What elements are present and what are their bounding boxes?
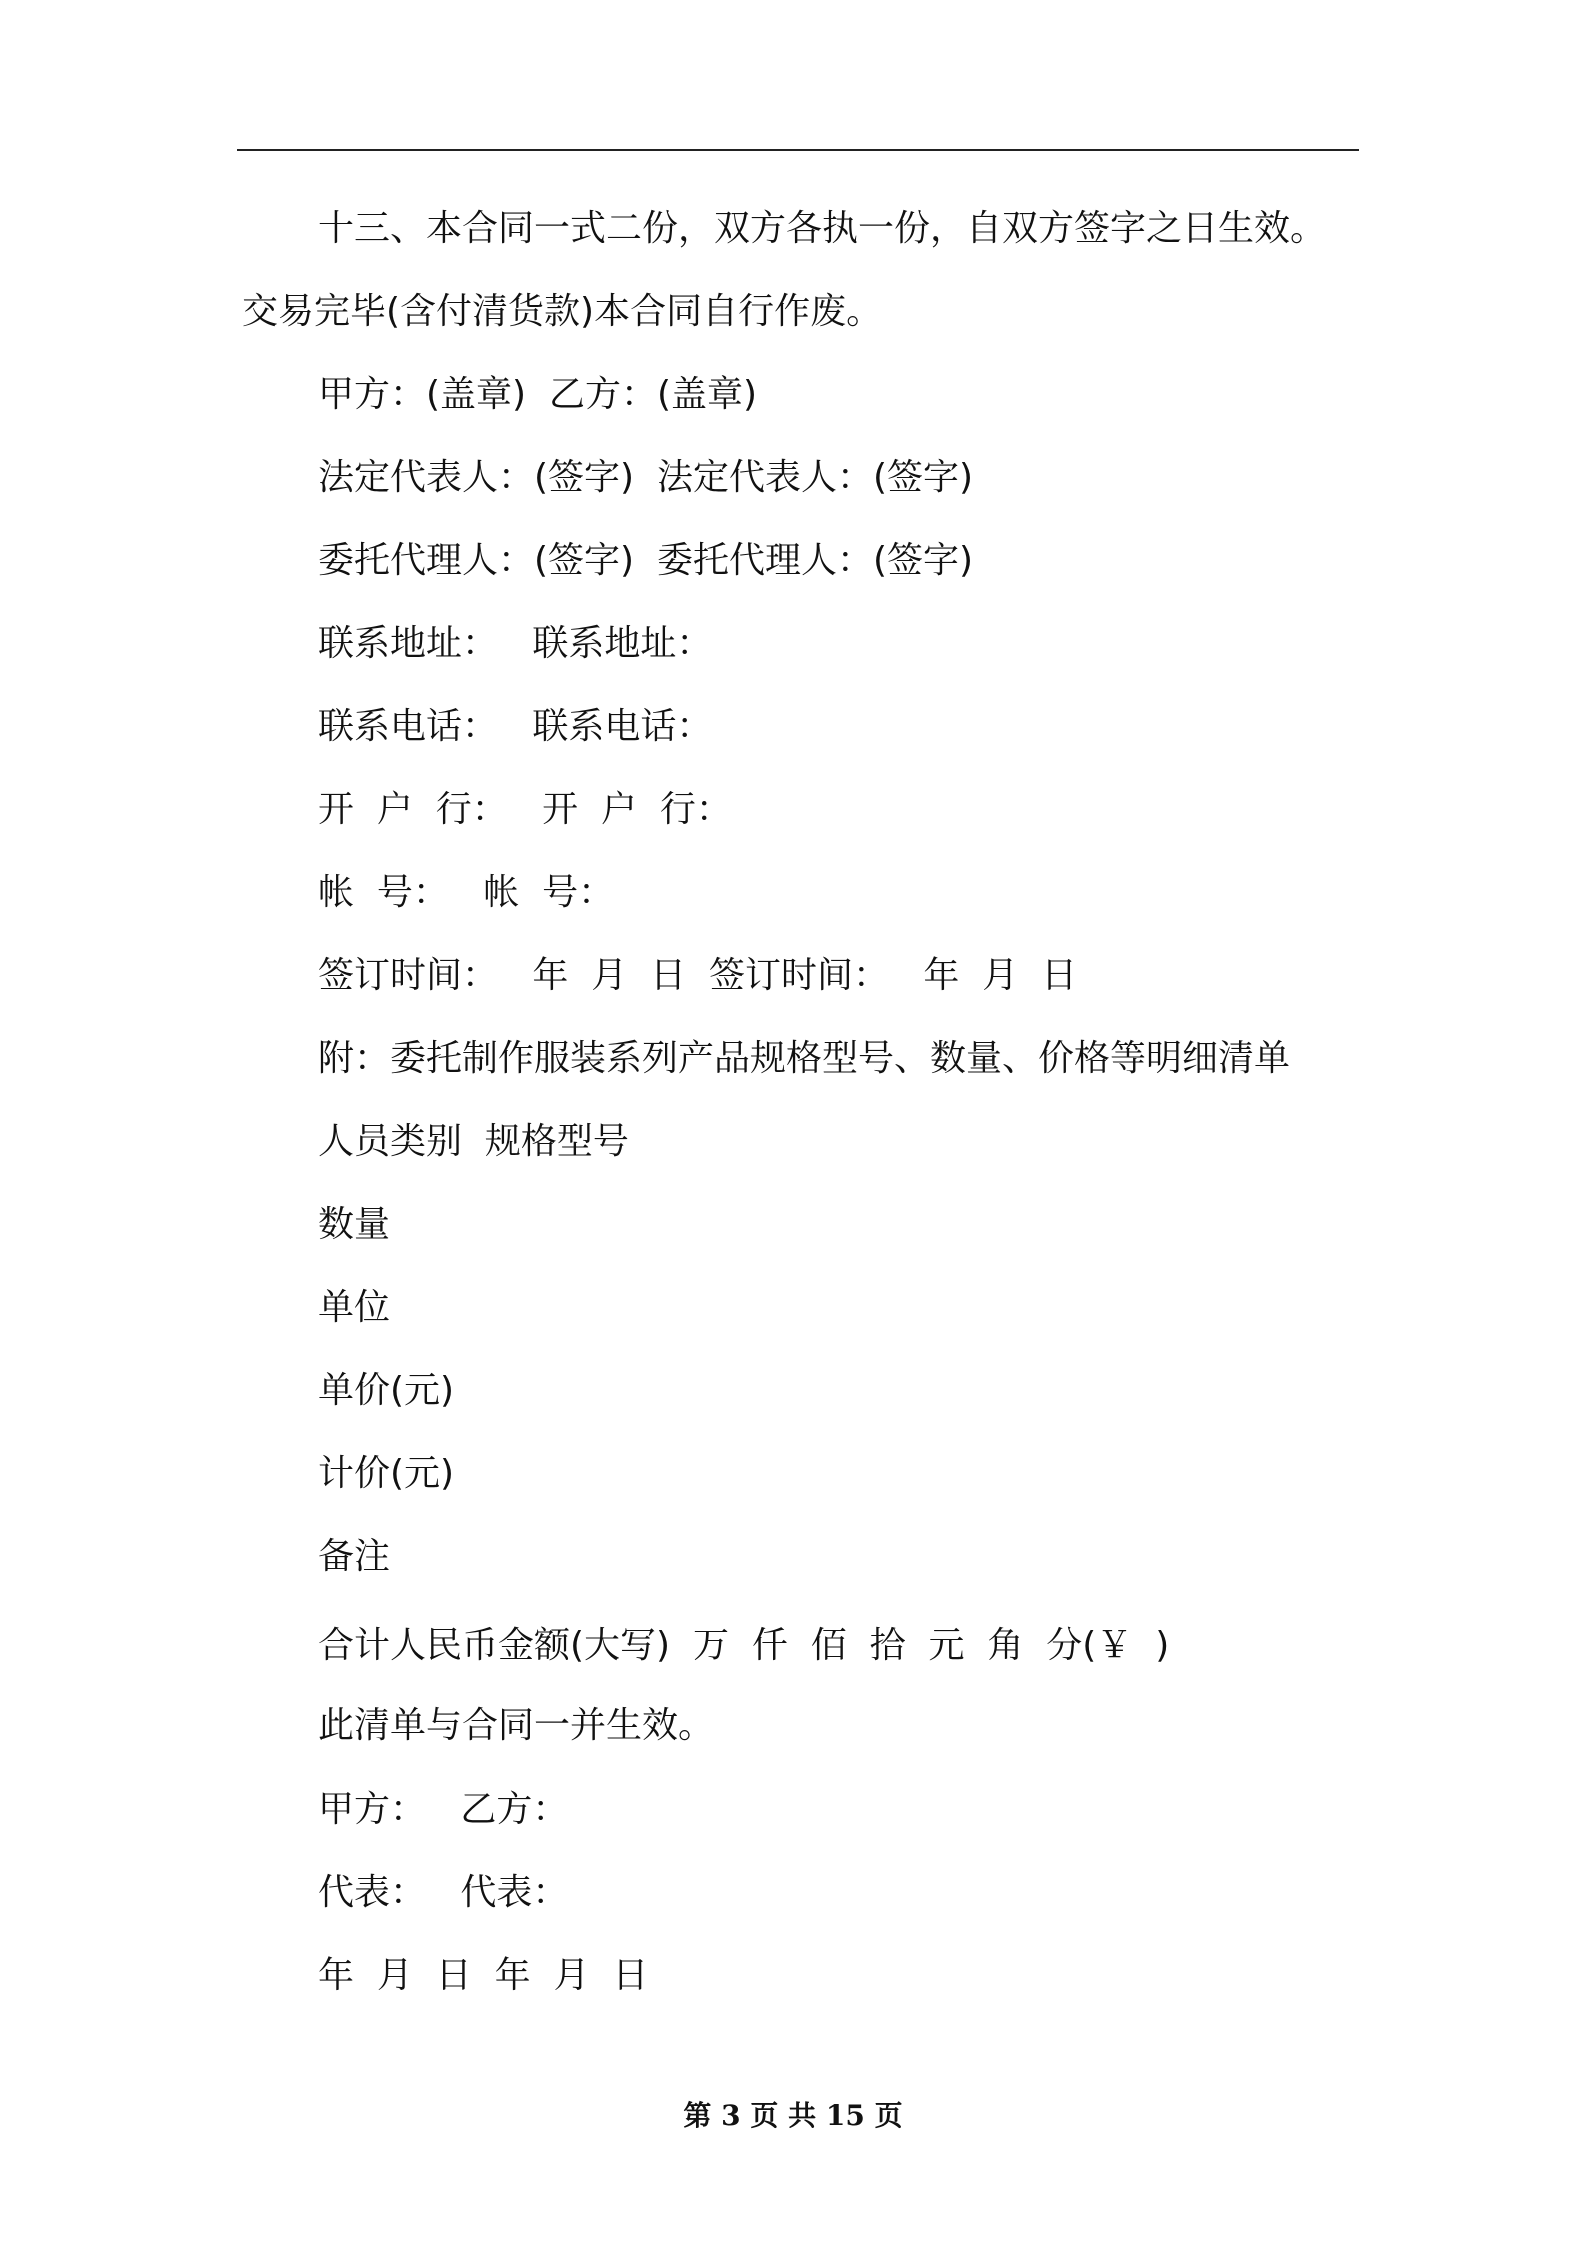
appendix-col-unit: 单位 bbox=[318, 1287, 391, 1328]
appendix-parties: 甲方： 乙方： bbox=[318, 1789, 569, 1830]
clause-13-line-2: 交易完毕(含付清货款)本合同自行作废。 bbox=[242, 291, 883, 332]
appendix-representatives: 代表： 代表： bbox=[318, 1872, 569, 1913]
appendix-col-total-price: 计价(元) bbox=[318, 1453, 455, 1494]
appendix-col-quantity: 数量 bbox=[318, 1204, 391, 1245]
agent-line: 委托代理人：(签字) 委托代理人：(签字) bbox=[318, 540, 974, 581]
appendix-title: 附：委托制作服装系列产品规格型号、数量、价格等明细清单 bbox=[318, 1038, 1291, 1079]
party-seal-line: 甲方：(盖章) 乙方：(盖章) bbox=[318, 374, 758, 415]
appendix-col-unit-price: 单价(元) bbox=[318, 1370, 455, 1411]
appendix-total-amount: 合计人民币金额(大写) 万 仟 佰 拾 元 角 分(￥ ) bbox=[318, 1625, 1170, 1666]
phone-line: 联系电话： 联系电话： bbox=[318, 706, 713, 747]
clause-13-line-1: 十三、本合同一式二份，双方各执一份，自双方签字之日生效。 bbox=[318, 208, 1327, 249]
signing-date-line: 签订时间： 年 月 日 签订时间： 年 月 日 bbox=[318, 955, 1078, 996]
account-line: 帐 号： 帐 号： bbox=[318, 872, 615, 913]
page-number-footer: 第 3 页 共 15 页 bbox=[683, 2099, 903, 2132]
header-rule bbox=[237, 149, 1359, 151]
address-line: 联系地址： 联系地址： bbox=[318, 623, 713, 664]
bank-line: 开 户 行： 开 户 行： bbox=[318, 789, 732, 830]
appendix-col-category-spec: 人员类别 规格型号 bbox=[318, 1121, 629, 1162]
legal-rep-line: 法定代表人：(签字) 法定代表人：(签字) bbox=[318, 457, 974, 498]
appendix-effective-note: 此清单与合同一并生效。 bbox=[318, 1705, 715, 1746]
appendix-col-remarks: 备注 bbox=[318, 1536, 391, 1577]
appendix-dates: 年 月 日 年 月 日 bbox=[318, 1955, 649, 1996]
